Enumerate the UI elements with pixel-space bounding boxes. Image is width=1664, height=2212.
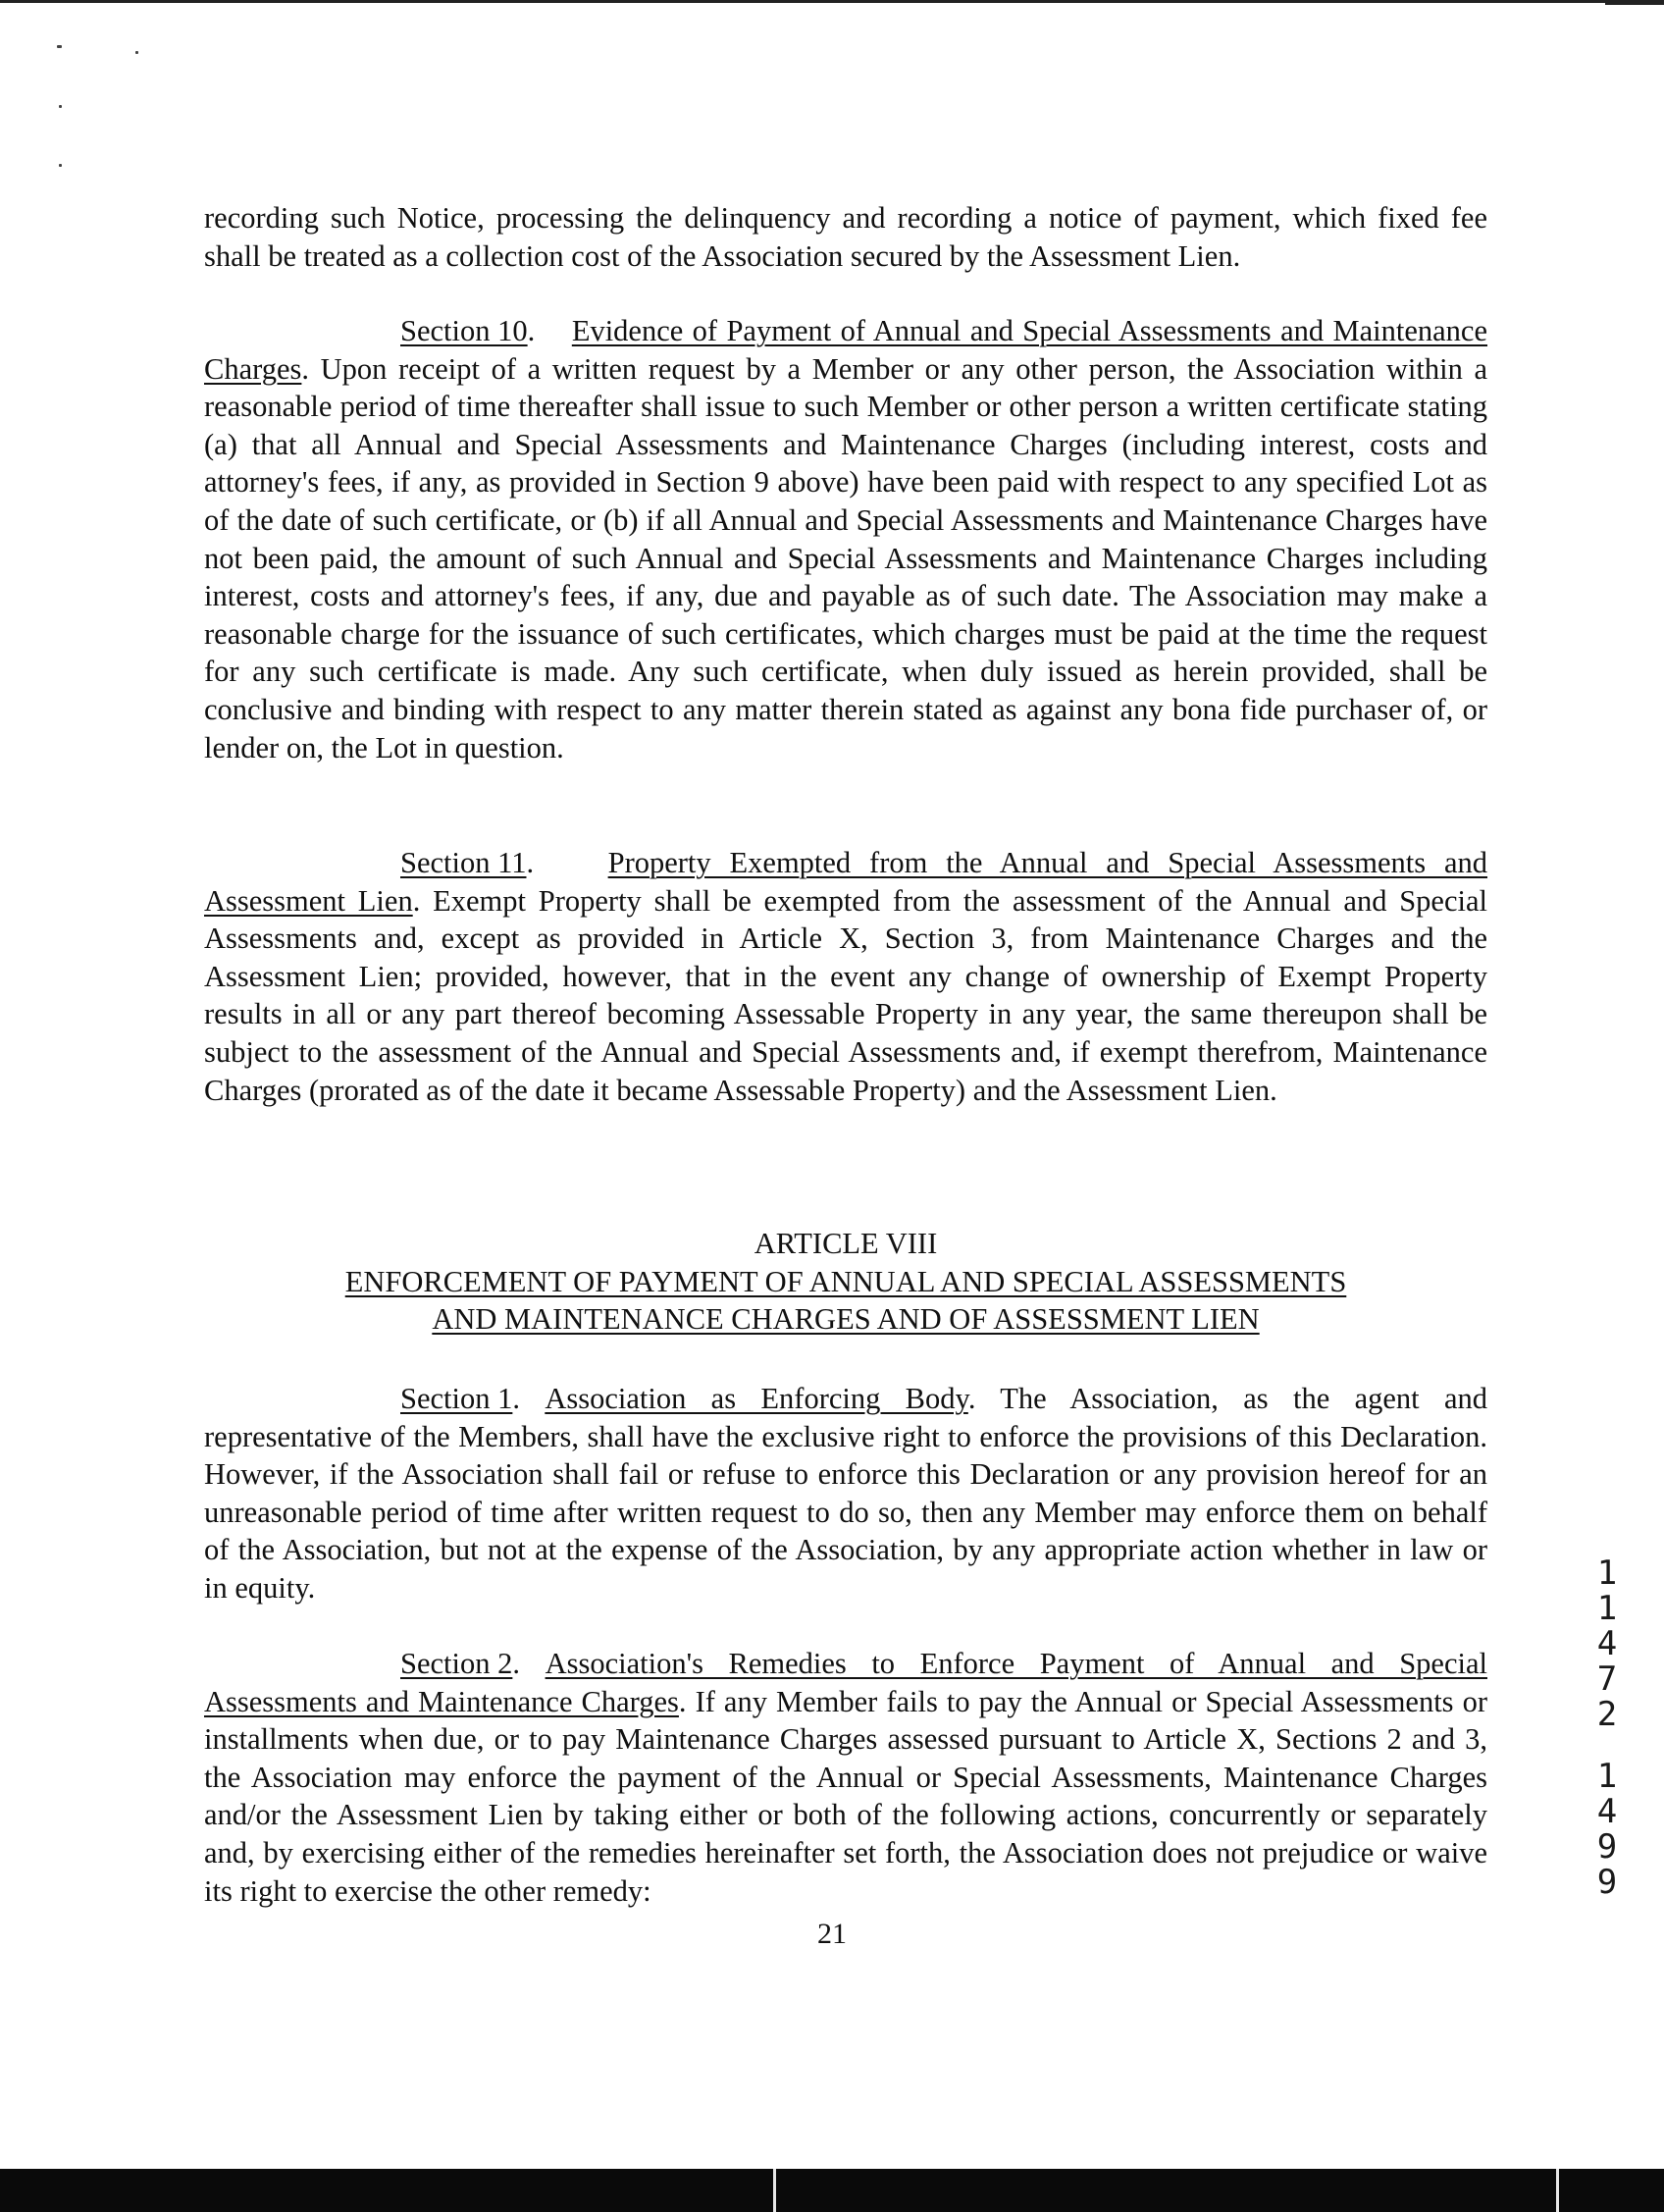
section-10-body: Upon receipt of a written request by a Member or any other person, the Association within a reasonable period of time thereafter shall issue to such Member or other person a written certificate stating (a) that all Annual and Special Assessments and Maintenance Charges (including interest, costs and attorney's fees, if any, as provided in Section 9 above) have been paid with respect to any specified Lot as of the date of such certificate, or (b) if all Annual and Special Assessments and Maintenance Charges have not been paid, the amount of such Annual and Special Assessments and Maintenance Charges including interest, costs and attorney's fees, if any, due and payable as of such date. The Association may make a reasonable charge for the issuance of such certificates, which charges must be paid at the time the request for any such certificate is made. Any such certificate, when duly issued as herein provided, shall be conclusive and binding with respect to any matter therein stated as against any bona fide purchaser of, or lender on, the Lot in question. [204, 351, 1488, 764]
article-number: ARTICLE VIII [754, 1227, 938, 1260]
stamp-digit: 1 [1596, 1589, 1618, 1628]
article-title-line-2: AND MAINTENANCE CHARGES AND OF ASSESSMENT LIEN [432, 1302, 1260, 1337]
scan-bottom-band [0, 2169, 1664, 2212]
section-10-title: Evidence of Payment of Annual and Special Assessments and Maintenance Charges [204, 314, 1488, 386]
article-section-2-title-punct: . [678, 1684, 687, 1718]
article-section-2-title: Association's Remedies to Enforce Payment of Annual and Special Assessments and Maintenance Charges [204, 1647, 1487, 1718]
page-number: 21 [817, 1918, 847, 1950]
scan-corner-mark [1605, 0, 1664, 5]
article-section-1-title-punct: . [967, 1382, 976, 1415]
scan-top-border [0, 0, 1664, 3]
stamp-digit: 4 [1596, 1624, 1618, 1663]
scan-speck [59, 164, 62, 167]
section-10-title-punct: . [301, 351, 310, 386]
margin-stamp-lower [1587, 1759, 1627, 1900]
margin-stamp-upper [1587, 1555, 1627, 1732]
stamp-digit: 7 [1596, 1659, 1618, 1699]
section-11-label-punct: . [526, 846, 535, 879]
stamp-digit: 1 [1596, 1757, 1618, 1796]
continuation-paragraph [204, 199, 1487, 275]
scan-band-gap [773, 2169, 776, 2212]
article-section-1-paragraph [204, 1380, 1487, 1607]
section-10-label-punct: . [527, 314, 536, 347]
article-section-1-body: The Association, as the agent and representative of the Members, shall have the exclusive right to enforce the provisions of this Declaration. However, if the Association shall fail or refuse to enforce this Declaration or any provision hereof for an unreasonable period of time after written request to do so, then any Member may enforce them on behalf of the Association, but not at the expense of the Association, by any appropriate action whether in law or in equity. [204, 1382, 1487, 1605]
article-section-2-paragraph [204, 1645, 1487, 1910]
stamp-digit: 1 [1596, 1554, 1618, 1593]
article-section-1-title: Association as Enforcing Body [545, 1382, 968, 1415]
article-section-1-label-punct: . [512, 1382, 520, 1415]
continuation-text: recording such Notice, processing the delinquency and recording a notice of payment, which fixed fee shall be treated as a collection cost of the Association secured by the Assessment Lien. [204, 201, 1487, 273]
article-section-2-label: Section 2 [400, 1647, 513, 1680]
section-10-label: Section 10 [400, 314, 528, 347]
section-11-title-punct: . [412, 883, 421, 918]
article-section-2-body: If any Member fails to pay the Annual or Special Assessments or installments when due, or to pay Maintenance Charges assessed pursuant to Article X, Sections 2 and 3, the Association may enforce the payment of the Annual or Special Assessments, Maintenance Charges and/or the Assessment Lien by taking either or both of the following actions, concurrently or separately and, by exercising either of the remedies hereinafter set forth, the Association does not prejudice or waive its right to exercise the other remedy: [204, 1684, 1487, 1908]
scan-speck [57, 45, 62, 48]
scan-speck [135, 51, 138, 54]
article-heading [204, 1225, 1487, 1339]
section-11-label: Section 11 [400, 846, 527, 879]
section-11-paragraph [204, 844, 1487, 1109]
article-section-2-label-punct: . [512, 1647, 520, 1680]
stamp-digit: 9 [1596, 1827, 1618, 1867]
section-11-title: Property Exempted from the Annual and Special Assessments and Assessment Lien [204, 846, 1488, 918]
section-10-paragraph [204, 312, 1487, 766]
scan-band-gap [1556, 2169, 1559, 2212]
scan-speck [59, 105, 62, 108]
stamp-digit: 9 [1596, 1863, 1618, 1902]
article-title-line-1: ENFORCEMENT OF PAYMENT OF ANNUAL AND SPECIAL ASSESSMENTS [344, 1264, 1347, 1298]
article-section-1-label: Section 1 [400, 1382, 513, 1415]
section-11-body: Exempt Property shall be exempted from the assessment of the Annual and Special Assessments and, except as provided in Article X, Section 3, from Maintenance Charges and the Assessment Lien; provided, however, that in the event any change of ownership of Exempt Property results in all or any part thereof becoming Assessable Property in any year, the same thereupon shall be subject to the assessment of the Annual and Special Assessments and, if exempt therefrom, Maintenance Charges (prorated as of the date it became Assessable Property) and the Assessment Lien. [204, 883, 1487, 1107]
stamp-digit: 2 [1596, 1695, 1618, 1734]
stamp-digit: 4 [1596, 1792, 1618, 1831]
